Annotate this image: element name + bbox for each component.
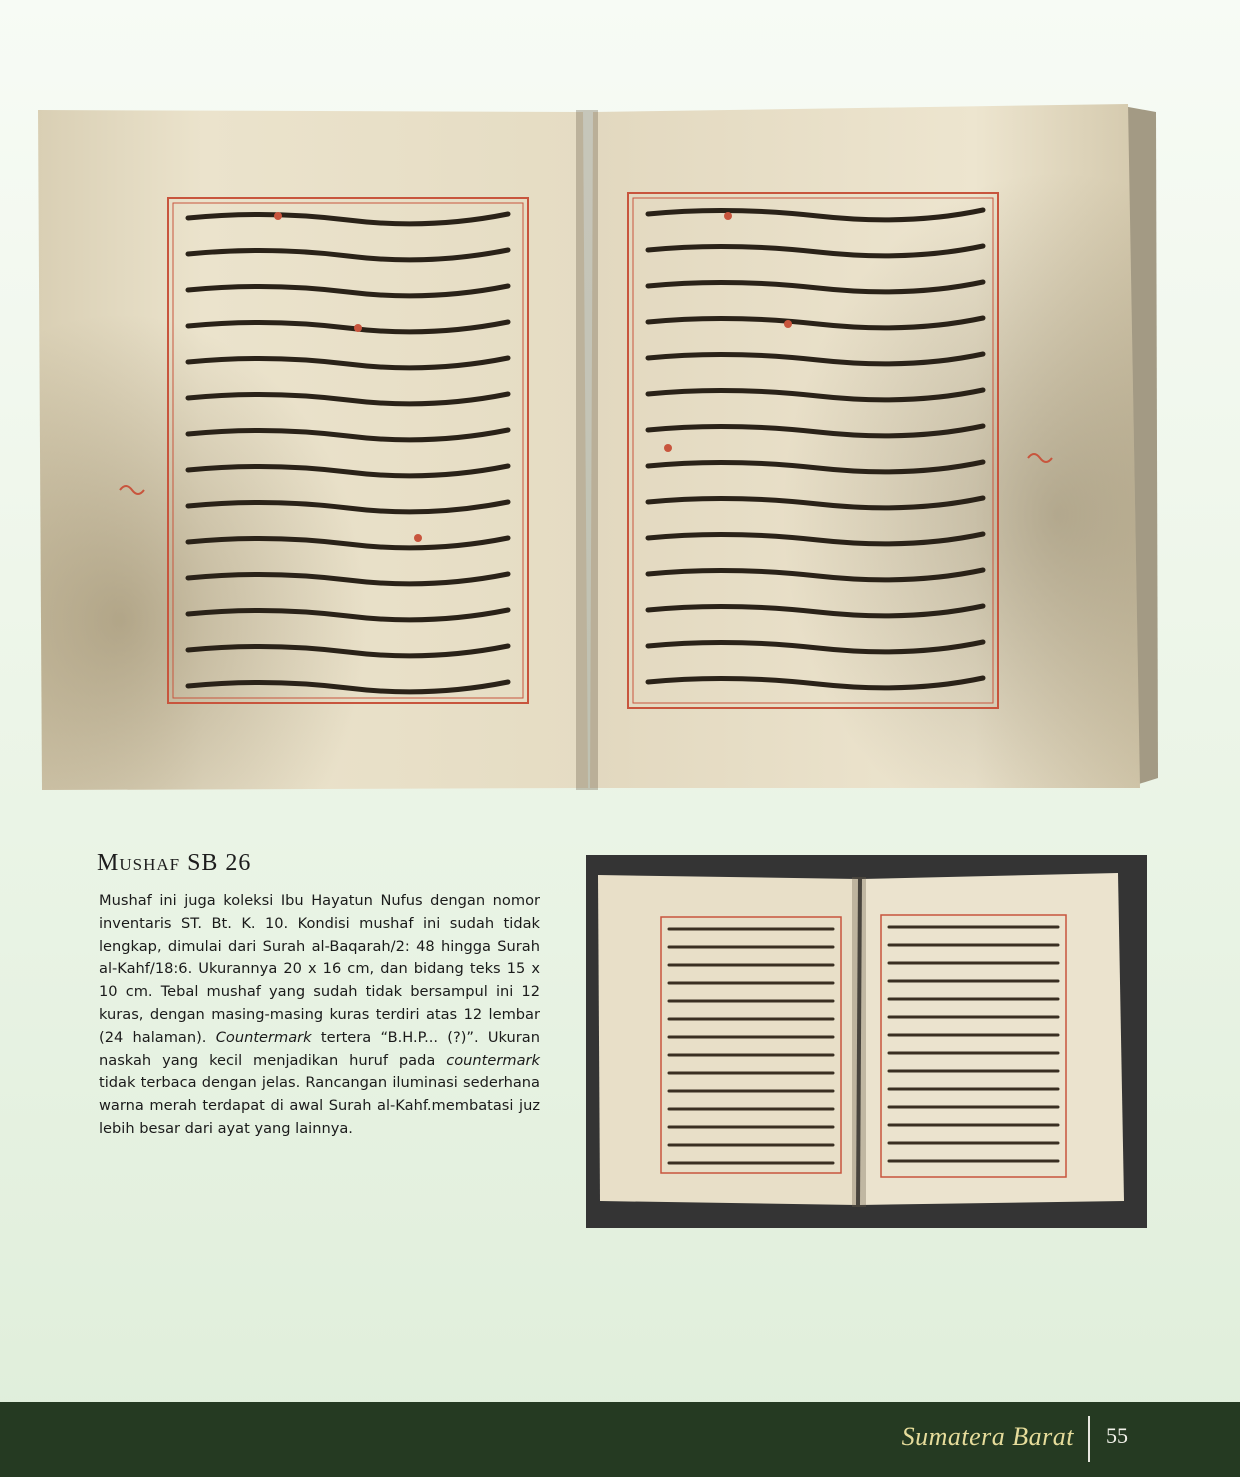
countermark-term-1: Countermark xyxy=(215,1028,312,1046)
description-part-3: tidak terbaca dengan jelas. Rancangan iluminasi sederhana warna merah terdapat di awal Surah al-Kahf.membatasi juz lebih besar dari ayat yang lainnya. xyxy=(99,1074,540,1137)
countermark-term-2: countermark xyxy=(446,1051,540,1069)
footer-region-title: Sumatera Barat xyxy=(901,1422,1074,1451)
section-heading: Mushaf SB 26 xyxy=(97,850,252,876)
description-paragraph xyxy=(99,890,540,1141)
manuscript-illustration xyxy=(28,98,1168,798)
manuscript-photo-main xyxy=(28,98,1168,798)
page-number: 55 xyxy=(1106,1423,1128,1448)
footer-divider xyxy=(1088,1416,1090,1462)
description-part-2: tertera “B.H.P... (?)”. Ukuran naskah yang kecil menjadikan huruf pada xyxy=(99,1028,540,1069)
manuscript-photo-small xyxy=(586,855,1147,1228)
description-part-1: Mushaf ini juga koleksi Ibu Hayatun Nufus dengan nomor inventaris ST. Bt. K. 10. Kondisi mushaf ini sudah tidak lengkap, dimulai dari Surah al-Baqarah/2: 48 hingga Surah al-Kahf/18:6. Ukurannya 20 x 16 cm, dan bidang teks 15 x 10 cm. Tebal mushaf yang sudah tidak bersampul ini 12 kuras, dengan masing-masing kuras terdiri atas 12 lembar (24 halaman). xyxy=(99,892,540,1046)
manuscript-small-illustration xyxy=(586,855,1147,1228)
page-footer xyxy=(0,1402,1240,1477)
